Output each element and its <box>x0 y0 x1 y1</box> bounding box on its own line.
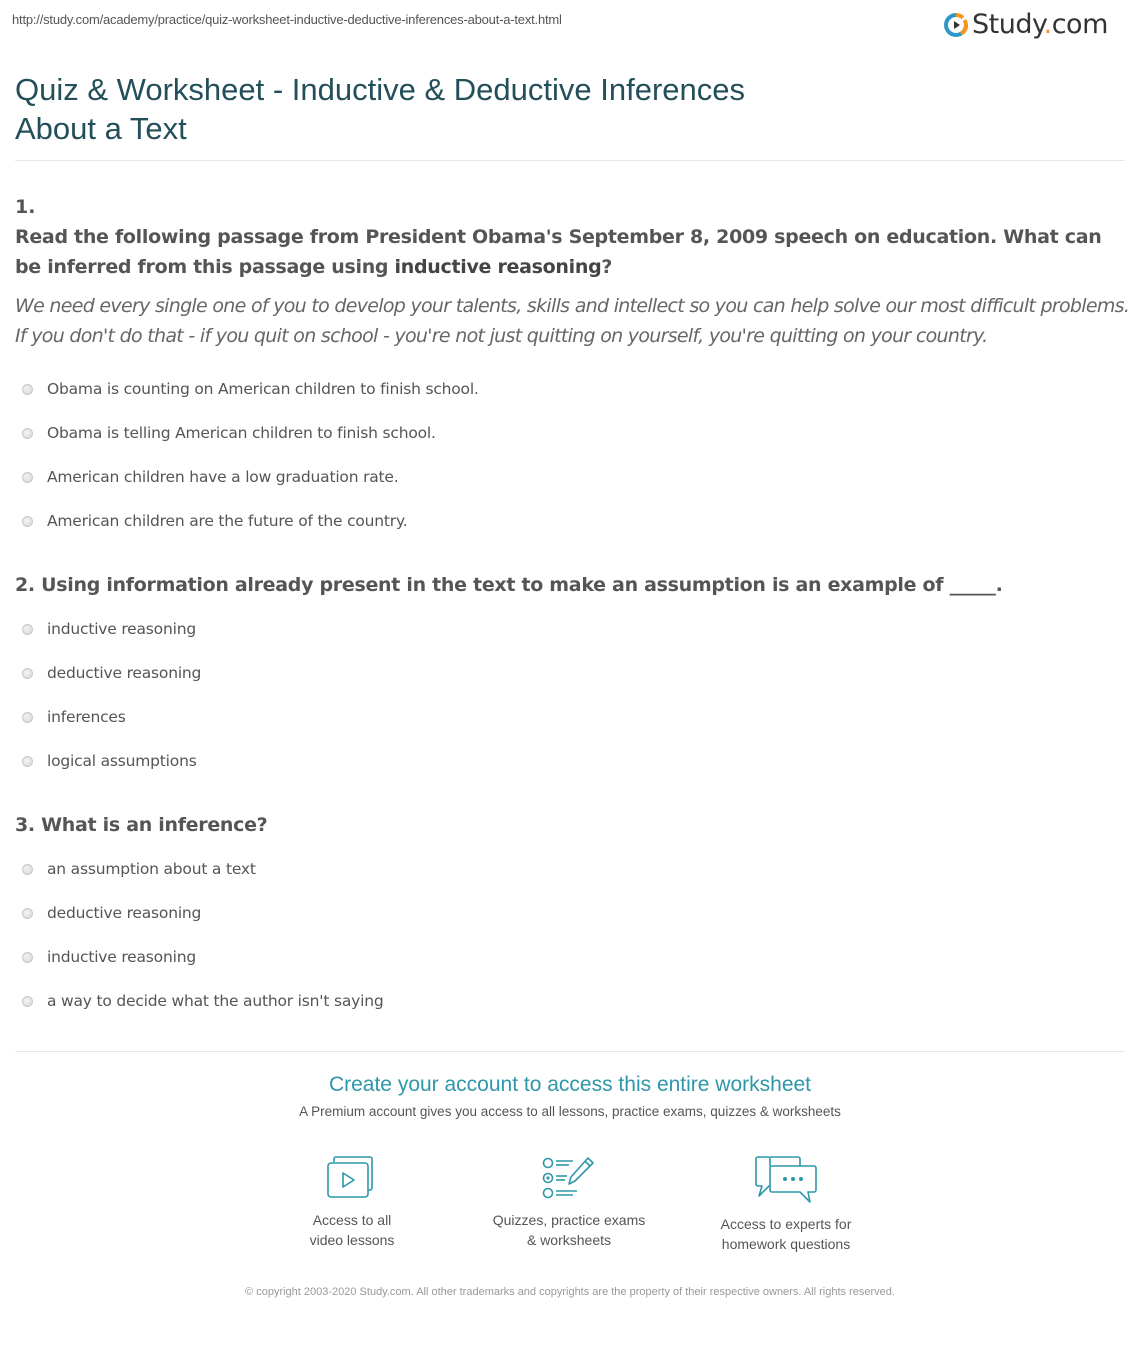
logo-wordmark <box>972 9 1108 40</box>
question-1-bold-term: inductive reasoning <box>394 256 602 278</box>
option-label: a way to decide what the author isn't saying <box>47 992 384 1010</box>
question-2-text: 2. Using information already present in the text to make an assumption is an example of _____. <box>15 574 1003 596</box>
question-1-options <box>22 367 479 543</box>
question-1-text <box>15 222 1125 282</box>
page-title <box>15 70 915 148</box>
question-1-text-end: ? <box>601 256 613 278</box>
feature-line-2: & worksheets <box>526 1232 612 1248</box>
question-1-number: 1. <box>15 196 36 218</box>
radio-button[interactable] <box>22 384 33 395</box>
answer-option[interactable] <box>22 651 201 695</box>
answer-option[interactable] <box>22 979 383 1023</box>
answer-option[interactable] <box>22 607 201 651</box>
option-label: an assumption about a text <box>47 860 256 878</box>
logo-text-main: Study <box>972 9 1044 40</box>
feature-line-2: homework questions <box>721 1236 851 1252</box>
feature-line-2: video lessons <box>309 1232 395 1248</box>
premium-description: A Premium account gives you access to all lessons, practice exams, quizzes & worksheets <box>299 1104 841 1119</box>
question-2-options <box>22 607 201 783</box>
video-lessons-icon <box>326 1156 378 1200</box>
answer-option[interactable] <box>22 367 479 411</box>
radio-button[interactable] <box>22 624 33 635</box>
play-circle-icon <box>944 13 968 37</box>
answer-option[interactable] <box>22 499 479 543</box>
radio-button[interactable] <box>22 864 33 875</box>
option-label: logical assumptions <box>47 752 197 770</box>
title-line-1: Quiz & Worksheet - Inductive & Deductive Inferences <box>15 72 745 107</box>
question-1-passage: We need every single one of you to develop your talents, skills and intellect so you can help solve our most difficult problems. If you don't do that - if you quit on school - you're not just quitting on yourself, you're quitting on your country. <box>15 295 1130 347</box>
copyright-footer: © copyright 2003-2020 Study.com. All other trademarks and copyrights are the property of their respective owners. All rights reserved. <box>245 1286 895 1298</box>
answer-option[interactable] <box>22 739 201 783</box>
radio-button[interactable] <box>22 996 33 1007</box>
question-3-options <box>22 847 383 1023</box>
divider <box>15 160 1125 161</box>
question-1-text-part: Read the following passage from President Obama's September 8, 2009 speech on education. What can be inferred from this passage using <box>15 226 1102 278</box>
feature-line-1: Access to experts for <box>720 1216 852 1232</box>
logo-text-tld: com <box>1051 9 1108 40</box>
radio-button[interactable] <box>22 952 33 963</box>
question-3-text: 3. What is an inference? <box>15 814 268 836</box>
feature-video-lessons <box>242 1156 462 1250</box>
divider <box>15 1051 1125 1052</box>
option-label: deductive reasoning <box>47 664 202 682</box>
title-line-2: About a Text <box>15 111 187 146</box>
radio-button[interactable] <box>22 516 33 527</box>
answer-option[interactable] <box>22 891 383 935</box>
option-label: inductive reasoning <box>47 948 196 966</box>
chat-bubbles-icon <box>754 1156 818 1204</box>
quiz-checklist-icon <box>541 1156 597 1200</box>
option-label: inductive reasoning <box>47 620 196 638</box>
feature-quizzes <box>459 1156 679 1250</box>
option-label: Obama is counting on American children to finish school. <box>47 380 479 398</box>
option-label: American children are the future of the country. <box>47 512 408 530</box>
feature-experts <box>676 1156 896 1254</box>
option-label: deductive reasoning <box>47 904 202 922</box>
radio-button[interactable] <box>22 472 33 483</box>
feature-line-1: Quizzes, practice exams <box>492 1212 646 1228</box>
answer-option[interactable] <box>22 935 383 979</box>
answer-option[interactable] <box>22 695 201 739</box>
study-logo[interactable] <box>944 9 1108 40</box>
option-label: Obama is telling American children to finish school. <box>47 424 436 442</box>
radio-button[interactable] <box>22 428 33 439</box>
feature-line-1: Access to all <box>312 1212 392 1228</box>
answer-option[interactable] <box>22 455 479 499</box>
option-label: American children have a low graduation rate. <box>47 468 399 486</box>
create-account-link[interactable]: Create your account to access this entire worksheet <box>328 1073 812 1096</box>
option-label: inferences <box>47 708 126 726</box>
radio-button[interactable] <box>22 668 33 679</box>
radio-button[interactable] <box>22 908 33 919</box>
page-url: http://study.com/academy/practice/quiz-worksheet-inductive-deductive-inferences-about-a-text.html <box>12 12 562 27</box>
radio-button[interactable] <box>22 712 33 723</box>
answer-option[interactable] <box>22 847 383 891</box>
logo-dot: . <box>1043 9 1052 40</box>
answer-option[interactable] <box>22 411 479 455</box>
radio-button[interactable] <box>22 756 33 767</box>
